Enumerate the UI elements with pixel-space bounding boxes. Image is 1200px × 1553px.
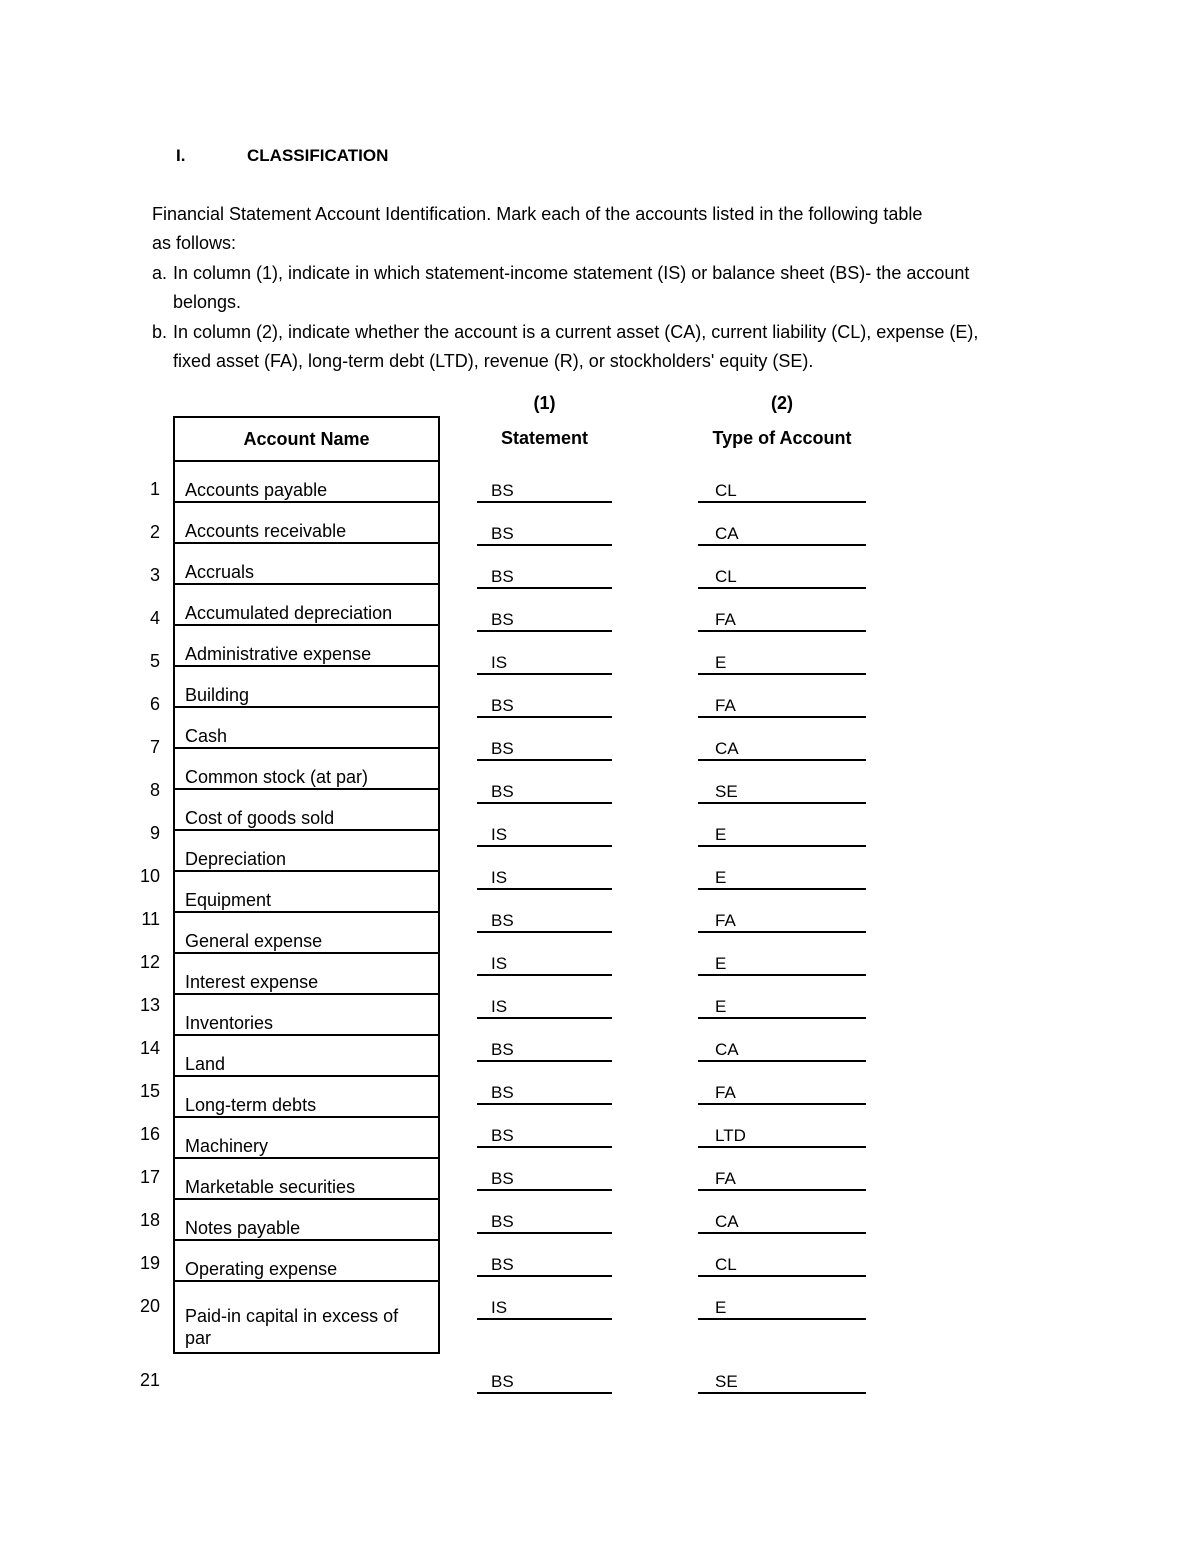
account-type-answer: CA <box>698 1211 866 1234</box>
row-number: 3 <box>149 565 160 585</box>
account-name-cell <box>175 913 438 954</box>
statement-answer: IS <box>477 867 612 890</box>
account-name-cell <box>175 1118 438 1159</box>
account-name-text: General expense <box>185 931 323 951</box>
account-name-cell <box>175 1241 438 1282</box>
account-type-answer: CL <box>698 566 866 589</box>
account-name-cell <box>175 790 438 831</box>
row-number: 21 <box>139 1370 160 1390</box>
account-name-cell <box>175 1077 438 1118</box>
row-number: 10 <box>139 866 160 886</box>
row-number: 15 <box>139 1081 160 1101</box>
account-name-cell <box>175 872 438 913</box>
account-type-answer: E <box>698 953 866 976</box>
account-name-cell <box>175 544 438 585</box>
account-name-text: Cash <box>185 726 228 746</box>
statement-answer: BS <box>477 1211 612 1234</box>
account-name-cell <box>175 585 438 626</box>
account-name-cell <box>175 503 438 544</box>
account-type-answer: CA <box>698 738 866 761</box>
column-1-number: (1) <box>533 393 556 413</box>
account-name-cell <box>175 1282 438 1354</box>
statement-answer: BS <box>477 566 612 589</box>
row-number: 11 <box>141 909 160 929</box>
statement-answer: IS <box>477 996 612 1019</box>
account-type-answer: E <box>698 824 866 847</box>
account-name-text: Equipment <box>185 890 272 910</box>
statement-answer: BS <box>477 523 612 546</box>
account-name-text: Accumulated depreciation <box>185 603 393 623</box>
account-type-answer: E <box>698 867 866 890</box>
column-2-number: (2) <box>771 393 793 413</box>
row-number: 20 <box>139 1296 160 1316</box>
account-name-cell <box>175 995 438 1036</box>
intro-line-2: as follows: <box>152 233 237 253</box>
instruction-a-cont <box>0 288 1200 317</box>
row-number: 16 <box>139 1124 160 1144</box>
statement-answer: BS <box>477 1371 612 1394</box>
account-name-text: Paid-in capital in excess of par <box>185 1306 399 1348</box>
statement-answer: IS <box>477 652 612 675</box>
column-1-header: Statement <box>500 428 589 448</box>
account-name-text: Common stock (at par) <box>185 767 369 787</box>
row-number: 5 <box>149 651 160 671</box>
account-type-answer: SE <box>698 1371 866 1394</box>
account-name-text: Machinery <box>185 1136 269 1156</box>
row-number: 4 <box>149 608 160 628</box>
account-name-cell <box>175 1200 438 1241</box>
account-name-text: Building <box>185 685 250 705</box>
statement-answer: BS <box>477 1039 612 1062</box>
instruction-b <box>0 318 1200 347</box>
account-type-answer: CA <box>698 523 866 546</box>
account-name-header: Account Name <box>175 418 438 462</box>
row-number: 14 <box>139 1038 160 1058</box>
account-name-text: Administrative expense <box>185 644 372 664</box>
column-2-header: Type of Account <box>712 428 852 448</box>
statement-answer: BS <box>477 738 612 761</box>
account-type-answer: CL <box>698 1254 866 1277</box>
statement-answer: IS <box>477 953 612 976</box>
statement-answer: BS <box>477 695 612 718</box>
row-number: 17 <box>139 1167 160 1187</box>
account-name-cell <box>175 749 438 790</box>
account-type-answer: CA <box>698 1039 866 1062</box>
account-name-text: Accounts payable <box>185 480 328 500</box>
account-type-answer: LTD <box>698 1125 866 1148</box>
statement-answer: BS <box>477 910 612 933</box>
account-name-table <box>173 416 440 1354</box>
account-name-text: Inventories <box>185 1013 274 1033</box>
account-name-text: Long-term debts <box>185 1095 317 1115</box>
statement-answer: IS <box>477 1297 612 1320</box>
row-number: 19 <box>139 1253 160 1273</box>
account-name-cell <box>175 626 438 667</box>
instruction-a-line-2: belongs. <box>173 292 242 312</box>
row-number: 2 <box>149 522 160 542</box>
intro-line-1: Financial Statement Account Identification. Mark each of the accounts listed in the following table <box>152 204 923 224</box>
account-type-answer: FA <box>698 609 866 632</box>
account-name-cell <box>175 462 438 503</box>
account-name-text: Depreciation <box>185 849 287 869</box>
account-name-text: Interest expense <box>185 972 319 992</box>
row-number: 6 <box>149 694 160 714</box>
account-name-cell <box>175 1159 438 1200</box>
statement-answer: IS <box>477 824 612 847</box>
section-number: I. <box>176 146 186 165</box>
instruction-b-line-1: In column (2), indicate whether the account is a current asset (CA), current liability (CL), expense (E), <box>173 322 979 342</box>
account-name-text: Cost of goods sold <box>185 808 335 828</box>
instruction-b-line-2: fixed asset (FA), long-term debt (LTD), revenue (R), or stockholders' equity (SE). <box>173 351 814 371</box>
row-number: 7 <box>149 737 160 757</box>
row-number: 12 <box>139 952 160 972</box>
account-type-answer: CL <box>698 480 866 503</box>
instruction-b-cont <box>0 347 1200 376</box>
account-name-cell <box>175 708 438 749</box>
instruction-a-line-1: In column (1), indicate in which statement-income statement (IS) or balance sheet (BS)- the account <box>173 263 970 283</box>
instruction-a <box>0 259 1200 288</box>
account-type-answer: FA <box>698 1168 866 1191</box>
instruction-a-label: a. <box>152 263 168 283</box>
account-name-text: Operating expense <box>185 1259 338 1279</box>
account-type-answer: E <box>698 652 866 675</box>
row-number: 9 <box>149 823 160 843</box>
account-name-text: Land <box>185 1054 226 1074</box>
statement-answer: BS <box>477 1082 612 1105</box>
row-number: 8 <box>149 780 160 800</box>
account-type-answer: E <box>698 1297 866 1320</box>
account-name-text: Marketable securities <box>185 1177 356 1197</box>
account-name-cell <box>175 954 438 995</box>
statement-answer: BS <box>477 1168 612 1191</box>
statement-answer: BS <box>477 1125 612 1148</box>
account-name-cell <box>175 831 438 872</box>
row-number: 13 <box>139 995 160 1015</box>
statement-answer: BS <box>477 781 612 804</box>
account-name-text: Accounts receivable <box>185 521 347 541</box>
section-title: CLASSIFICATION <box>247 146 389 165</box>
account-name-cell <box>175 1036 438 1077</box>
row-number: 1 <box>149 479 160 499</box>
statement-answer: BS <box>477 609 612 632</box>
account-type-answer: FA <box>698 695 866 718</box>
row-number: 18 <box>139 1210 160 1230</box>
statement-answer: BS <box>477 1254 612 1277</box>
account-type-answer: FA <box>698 910 866 933</box>
account-name-text: Accruals <box>185 562 255 582</box>
account-type-answer: SE <box>698 781 866 804</box>
instruction-b-label: b. <box>152 322 168 342</box>
account-name-text: Notes payable <box>185 1218 301 1238</box>
account-type-answer: E <box>698 996 866 1019</box>
account-type-answer: FA <box>698 1082 866 1105</box>
statement-answer: BS <box>477 480 612 503</box>
account-name-cell <box>175 667 438 708</box>
